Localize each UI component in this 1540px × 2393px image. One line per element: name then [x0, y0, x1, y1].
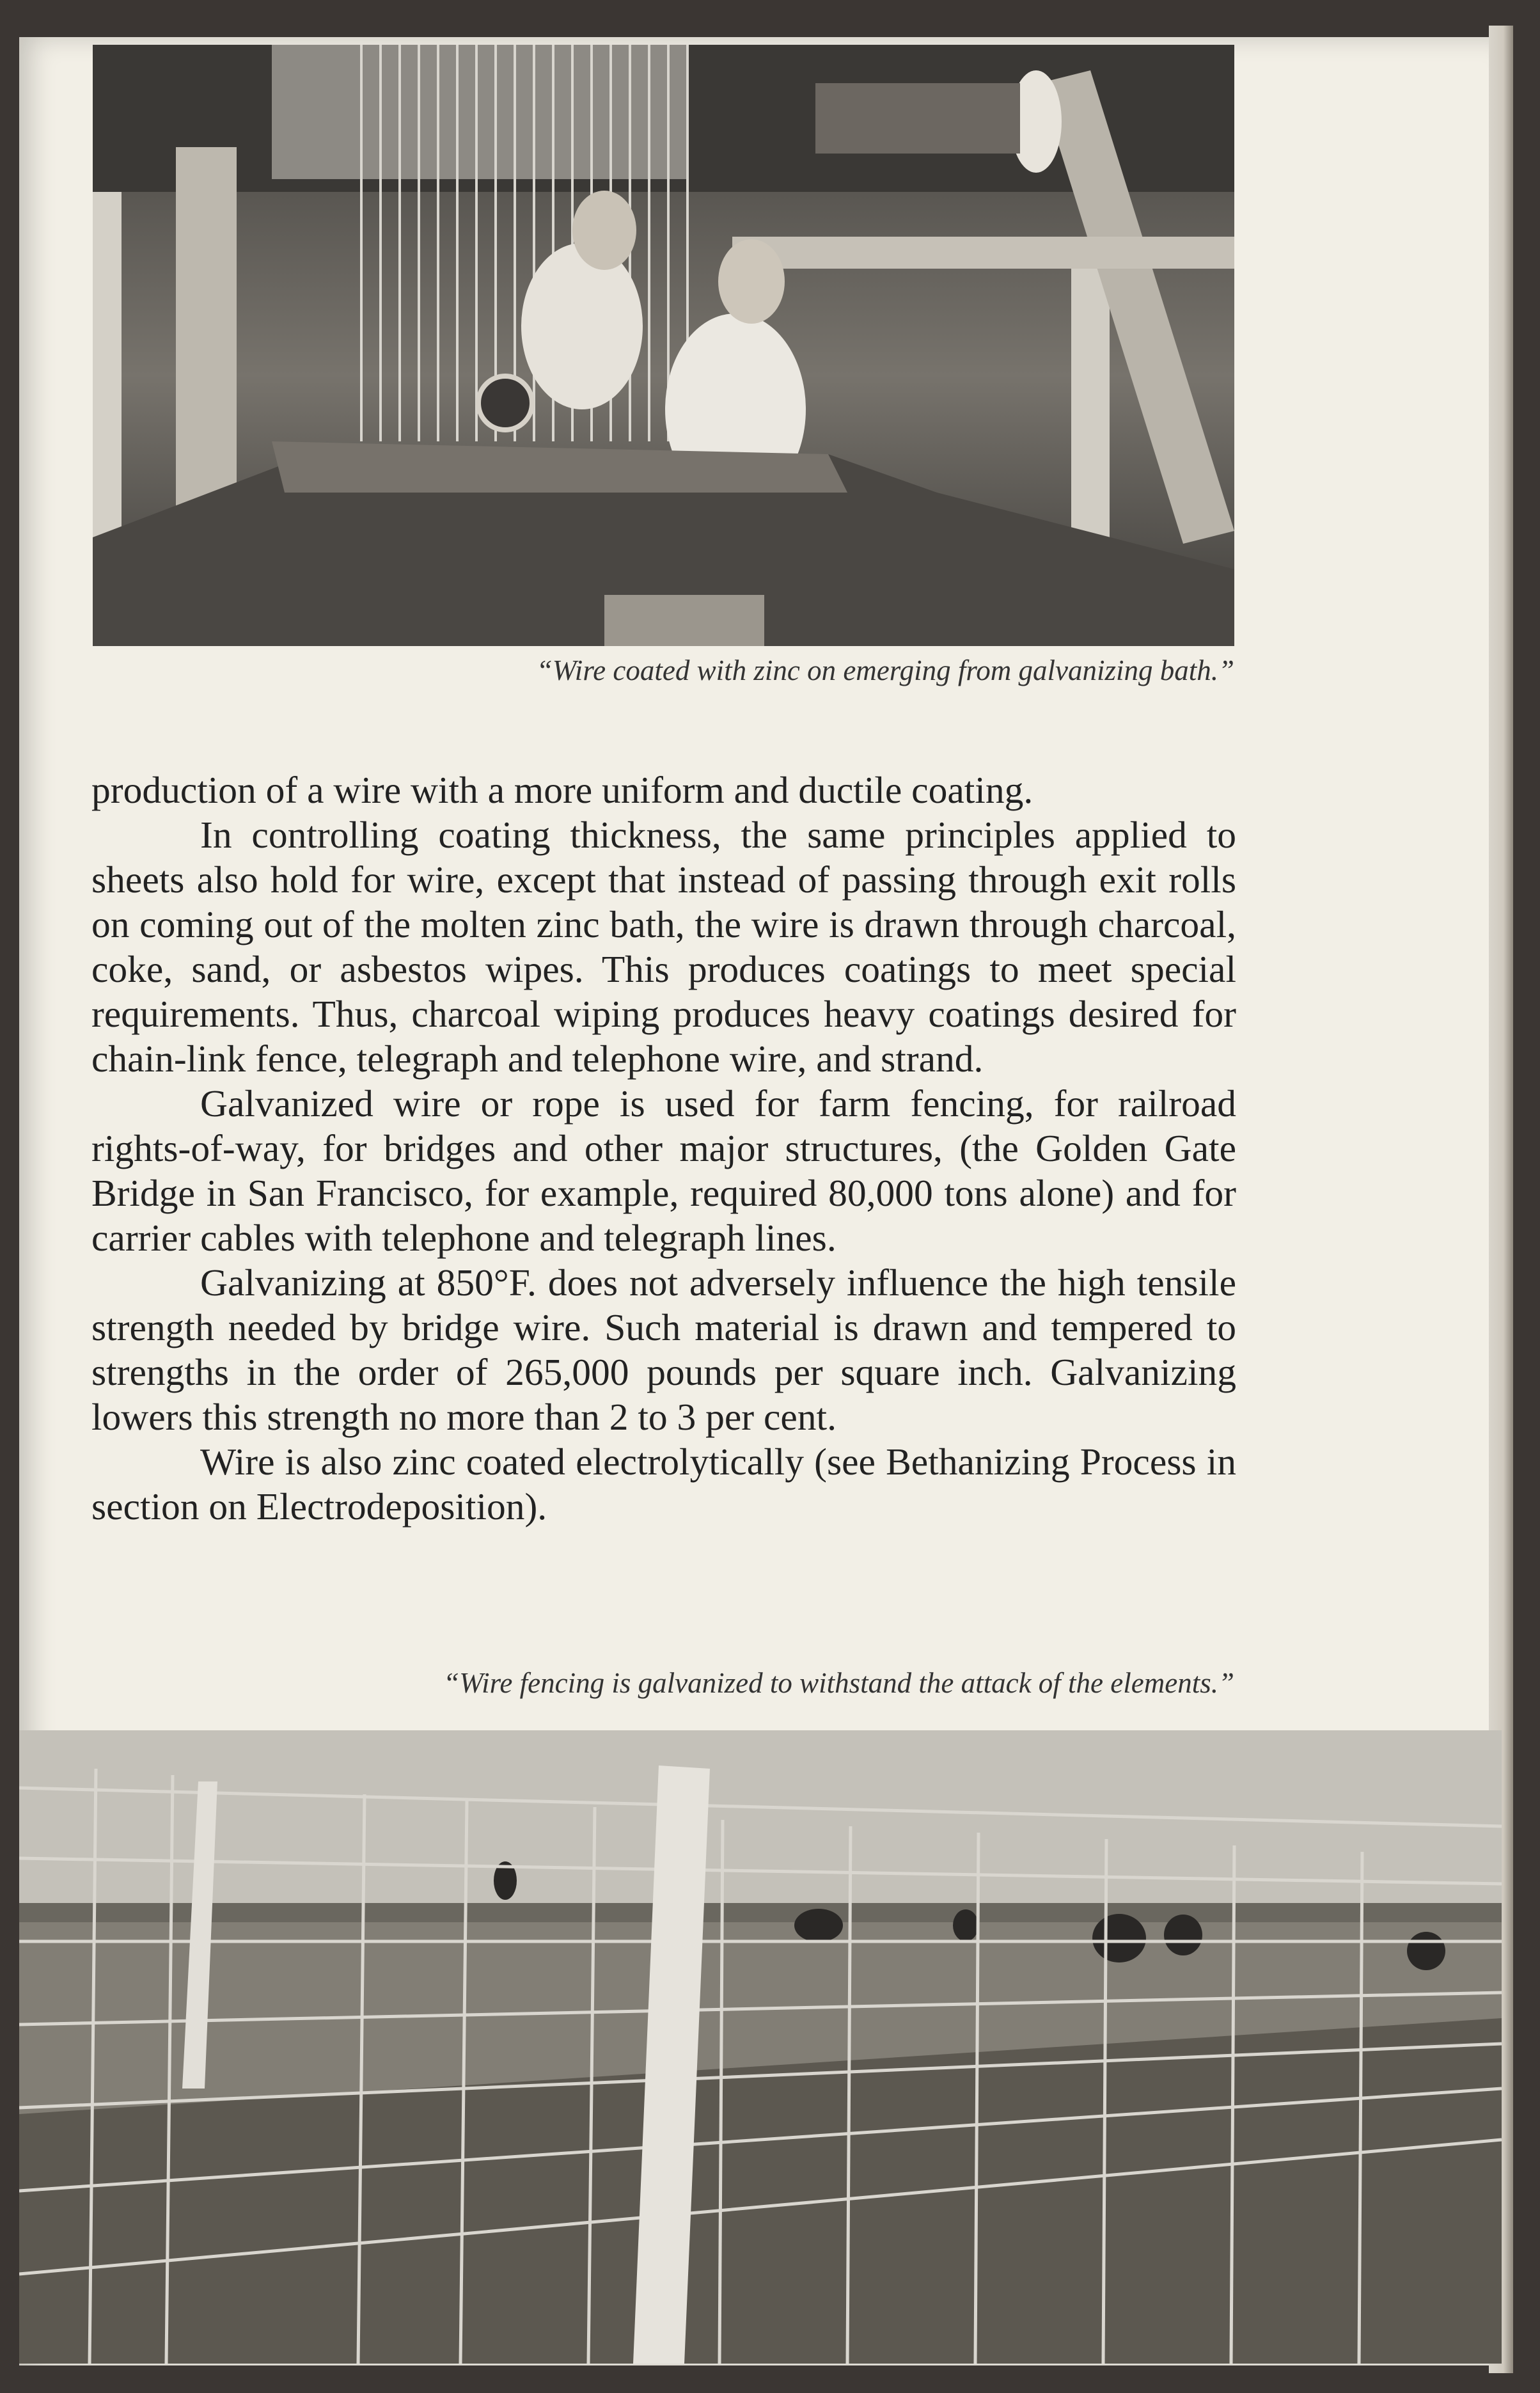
galvanizing-bath-photo: [93, 45, 1234, 646]
paragraph: Galvanizing at 850°F. does not adversely influence the high tensile strength needed by bridge wire. Such material is drawn and tempered to strengths in the order of 265,000 pounds per square inch. Galvanizing lowers this strength no more than 2 to 3 per cent.: [91, 1261, 1236, 1438]
paragraph: production of a wire with a more uniform and ductile coating.: [91, 769, 1033, 811]
body-text: [91, 768, 1236, 1529]
galvanizing-bath-illustration: [93, 45, 1234, 646]
caption-galvanizing-bath: “Wire coated with zinc on emerging from galvanizing bath.”: [536, 654, 1234, 686]
paragraph: Galvanized wire or rope is used for farm fencing, for railroad rights-of-way, for bridges and other major structures, (the Golden Gate Bridge in San Francisco, for example, required 80,000 tons alone) and for carrier cables with telephone and telegraph lines.: [91, 1082, 1236, 1259]
caption-wire-fencing: “Wire fencing is galvanized to withstand the attack of the elements.”: [443, 1667, 1234, 1699]
paragraph: In controlling coating thickness, the same principles applied to sheets also hold for wire, except that instead of passing through exit rolls on coming out of the molten zinc bath, the wire is drawn through charcoal, coke, sand, or asbestos wipes. This produces coatings to meet special requirements. Thus, charcoal wiping produces heavy coatings desired for chain-link fence, telegraph and telephone wire, and strand.: [91, 814, 1236, 1080]
paragraph: Wire is also zinc coated electrolytically (see Bethanizing Process in section on Electrodeposition).: [91, 1441, 1236, 1528]
wire-fence-illustration: [19, 1730, 1502, 2364]
wire-fence-photo: [19, 1730, 1502, 2364]
